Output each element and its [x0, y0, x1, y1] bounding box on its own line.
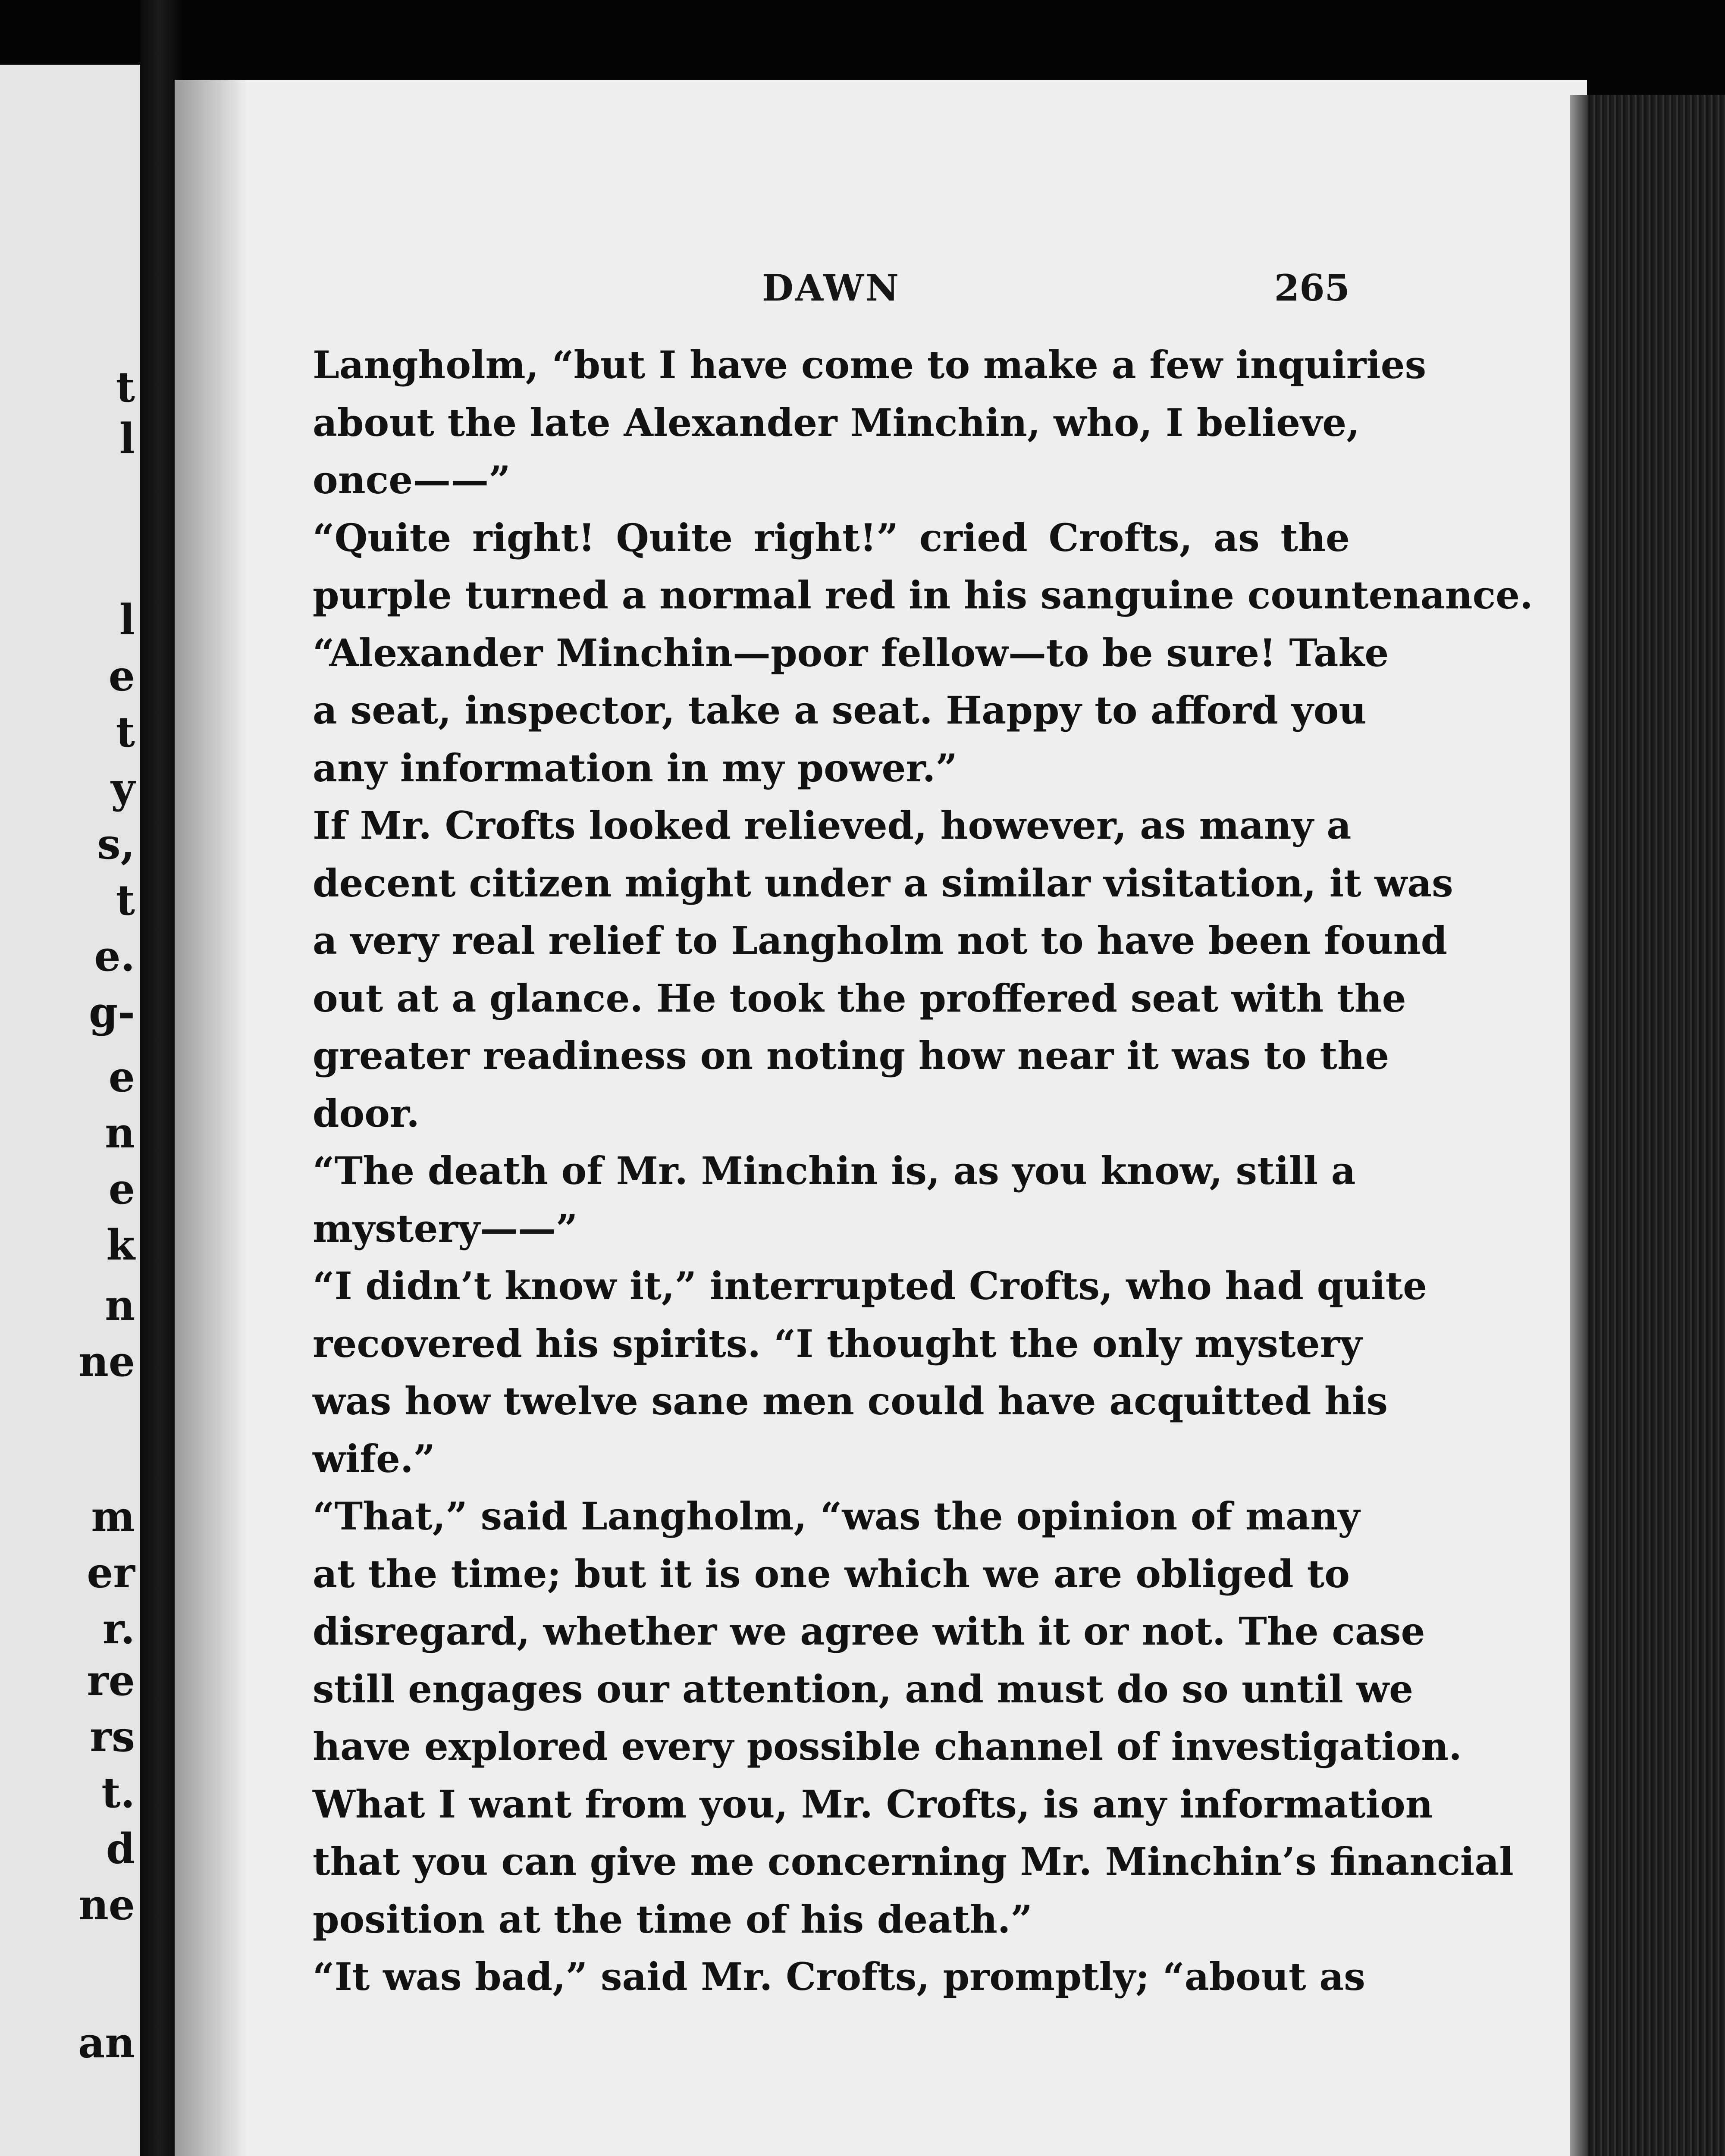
book-page-edges	[1570, 95, 1725, 2156]
text-line: decent citizen might under a similar visitation, it was	[313, 860, 1453, 906]
left-page	[0, 65, 140, 2156]
text-line: disregard, whether we agree with it or not. The case	[313, 1609, 1425, 1654]
left-edge-letter: n	[105, 1281, 135, 1330]
text-line: wife.”	[313, 1436, 436, 1481]
text-line: at the time; but it is one which we are obliged to	[313, 1551, 1350, 1596]
text-line: Langholm, “but I have come to make a few inquiries	[313, 342, 1427, 387]
left-edge-letter: t.	[101, 1768, 135, 1817]
left-edge-letter: rs	[90, 1712, 135, 1761]
page-number: 265	[1274, 266, 1350, 309]
left-edge-letter: l	[119, 595, 135, 644]
text-line: “I didn’t know it,” interrupted Crofts, who had quite	[313, 1263, 1427, 1308]
page-edge-highlight	[1570, 95, 1587, 2156]
left-edge-letter: d	[106, 1824, 135, 1873]
left-edge-letter: e	[108, 1165, 135, 1213]
left-page-edge-text	[0, 65, 140, 2156]
running-head: DAWN	[762, 266, 900, 309]
text-line: door.	[313, 1091, 420, 1136]
text-line: about the late Alexander Minchin, who, I believe,	[313, 400, 1360, 445]
left-edge-letter: g-	[89, 988, 135, 1037]
text-line: position at the time of his death.”	[313, 1896, 1033, 1942]
text-line: “Quite right! Quite right!” cried Crofts, as the	[313, 515, 1350, 560]
text-line: What I want from you, Mr. Crofts, is any information	[313, 1781, 1433, 1827]
page-header	[313, 266, 1350, 318]
text-line: greater readiness on noting how near it was to the	[313, 1033, 1389, 1078]
text-line: have explored every possible channel of investigation.	[313, 1724, 1462, 1769]
left-edge-letter: e	[108, 1053, 135, 1101]
left-edge-letter: k	[106, 1221, 135, 1269]
left-edge-letter: an	[78, 2018, 135, 2067]
text-line: “That,” said Langholm, “was the opinion of many	[313, 1494, 1360, 1539]
text-line: “The death of Mr. Minchin is, as you know, still a	[313, 1148, 1356, 1193]
left-edge-letter: ne	[78, 1337, 135, 1386]
left-edge-letter: er	[87, 1548, 135, 1597]
left-edge-letter: t	[116, 708, 135, 756]
left-edge-letter: r.	[102, 1604, 135, 1653]
text-line: recovered his spirits. “I thought the only mystery	[313, 1321, 1362, 1366]
left-edge-letter: s,	[97, 820, 135, 868]
text-line: “Alexander Minchin—poor fellow—to be sure! Take	[313, 630, 1389, 675]
text-line: any information in my power.”	[313, 745, 958, 790]
text-line: a very real relief to Langholm not to have been found	[313, 918, 1448, 963]
left-edge-letter: e	[108, 652, 135, 700]
left-edge-letter: t	[116, 363, 135, 411]
text-line: “It was bad,” said Mr. Crofts, promptly; “about as	[313, 1954, 1365, 1999]
text-line: a seat, inspector, take a seat. Happy to afford you	[313, 688, 1367, 733]
left-edge-letter: re	[87, 1656, 135, 1705]
page-body	[313, 336, 1533, 2006]
text-line: still engages our attention, and must do so until we	[313, 1666, 1413, 1711]
text-line: that you can give me concerning Mr. Minchin’s financial	[313, 1839, 1514, 1884]
text-line: purple turned a normal red in his sanguine countenance.	[313, 573, 1533, 617]
left-edge-letter: y	[111, 764, 135, 812]
text-line: out at a glance. He took the proffered seat with the	[313, 975, 1406, 1021]
page-gutter-shadow	[175, 80, 248, 2156]
text-line: If Mr. Crofts looked relieved, however, as many a	[313, 803, 1352, 848]
left-edge-letter: m	[91, 1492, 135, 1541]
text-line: once——”	[313, 458, 511, 502]
text-line: mystery——”	[313, 1206, 578, 1251]
text-line: was how twelve sane men could have acquitted his	[313, 1379, 1388, 1423]
left-edge-letter: ne	[78, 1880, 135, 1929]
left-edge-letter: t	[116, 876, 135, 924]
left-edge-letter: l	[119, 414, 135, 463]
left-edge-letter: e.	[94, 932, 135, 981]
left-edge-letter: n	[105, 1109, 135, 1157]
